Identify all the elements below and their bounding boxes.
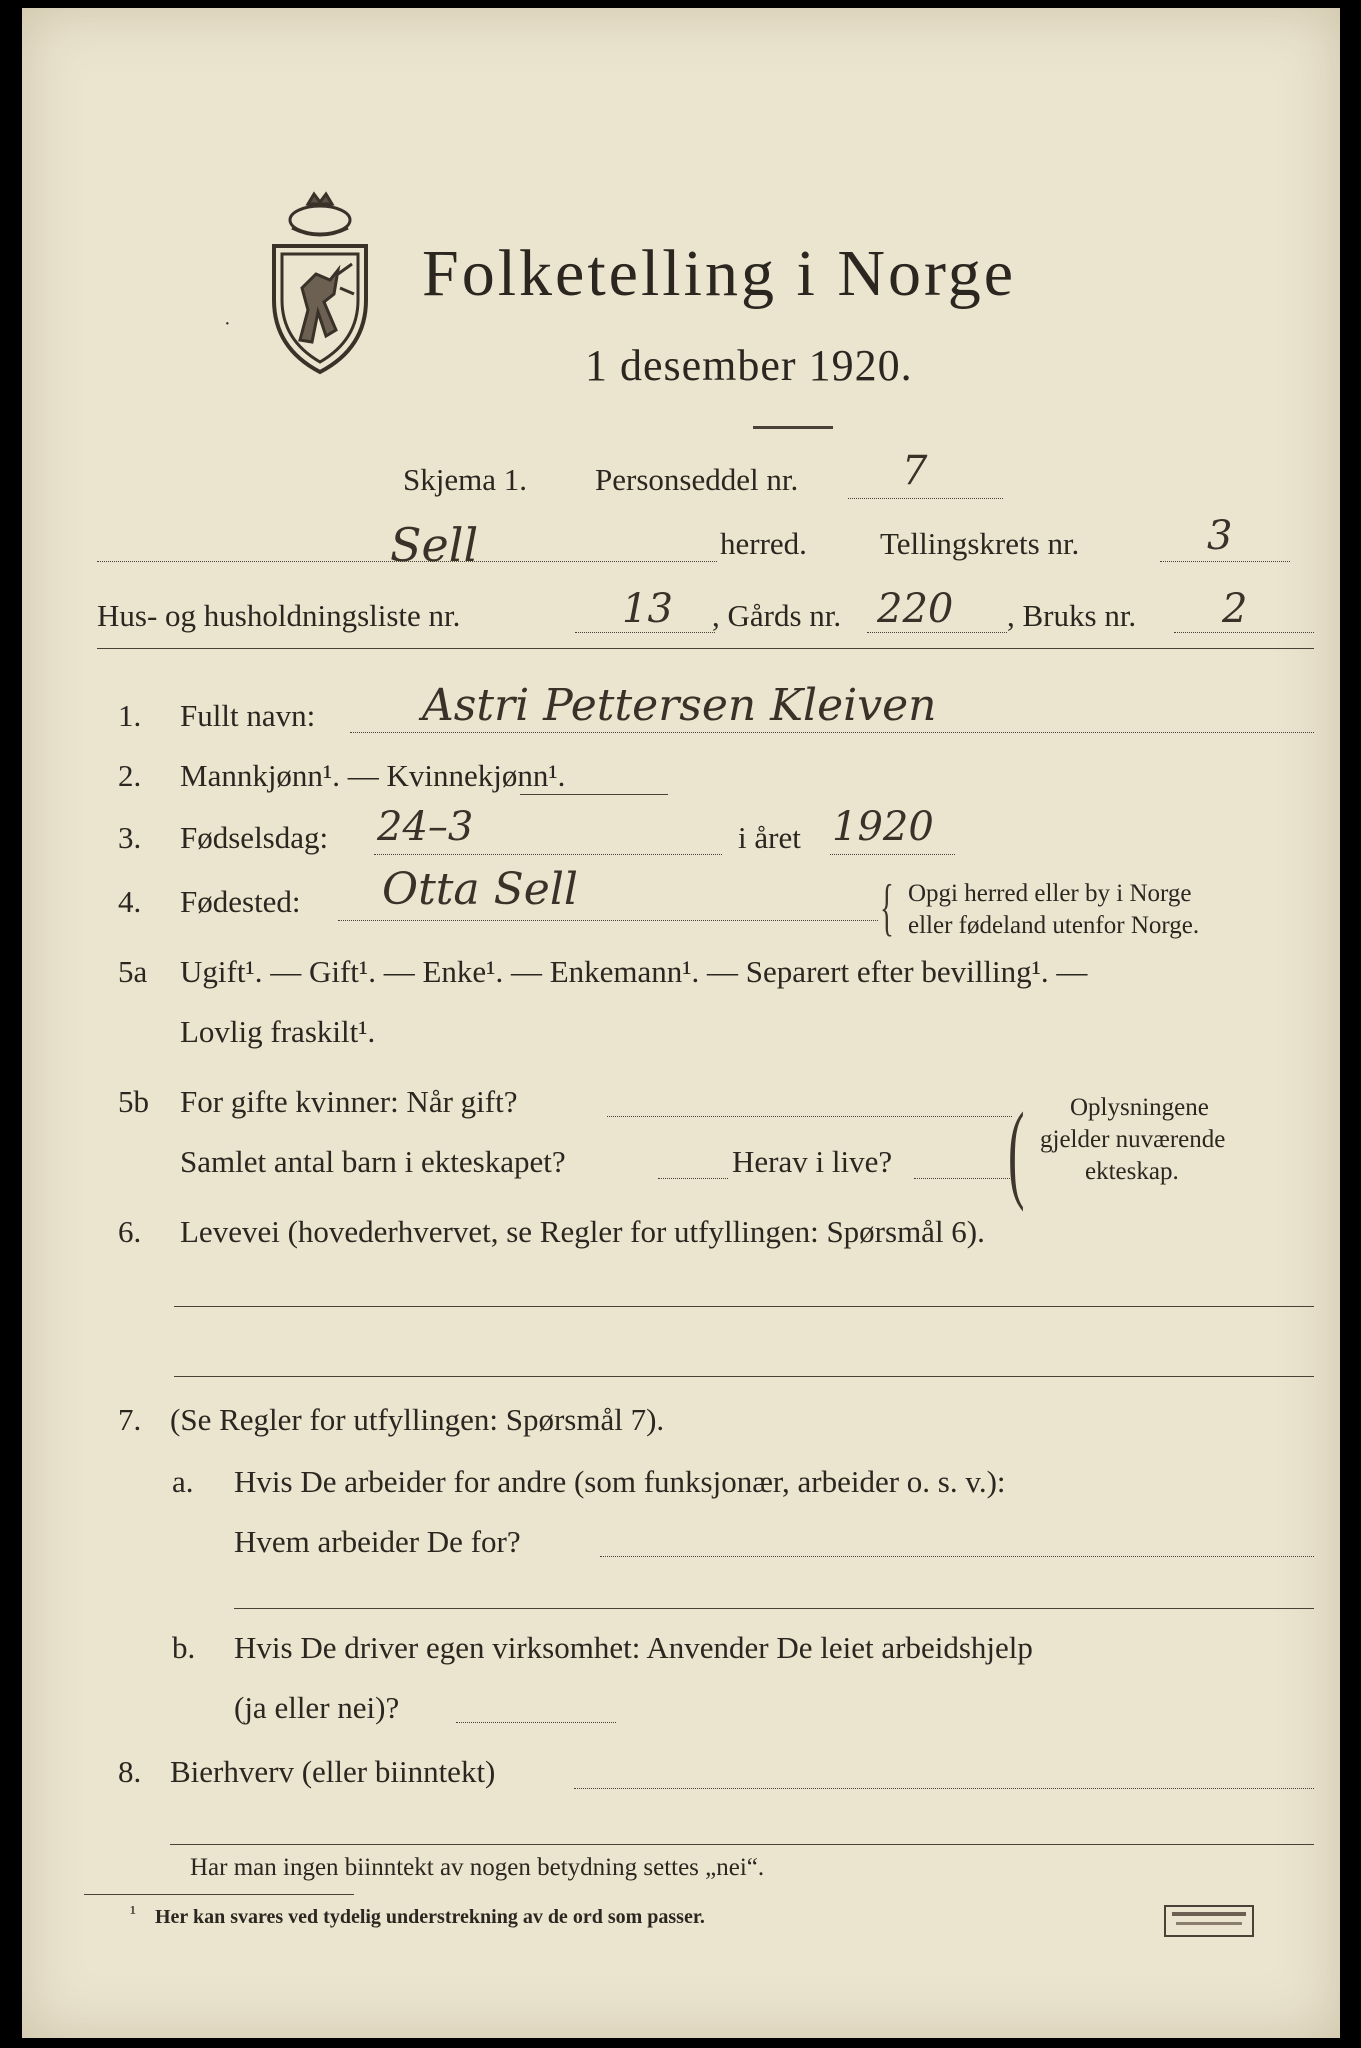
- q5b-number: 5b: [118, 1084, 149, 1119]
- gards-value: 220: [877, 586, 954, 632]
- q7b-number: b.: [172, 1630, 196, 1665]
- children-alive-field[interactable]: [914, 1178, 1012, 1179]
- husliste-field[interactable]: [575, 632, 715, 633]
- q8-label: Bierhverv (eller biinntekt): [170, 1754, 496, 1789]
- q5b-alive-label: Herav i live?: [732, 1144, 893, 1179]
- q3-label: Fødselsdag:: [180, 820, 329, 855]
- footnote-text: Her kan svares ved tydelig understrekning av de ord som passer.: [155, 1906, 705, 1928]
- q7a-line1: Hvis De arbeider for andre (som funksjonær, arbeider o. s. v.):: [234, 1464, 1006, 1499]
- q5b-children-label: Samlet antal barn i ekteskapet?: [180, 1144, 566, 1179]
- birthyear-value: 1920: [832, 804, 934, 850]
- bruks-label: , Bruks nr.: [1007, 598, 1137, 633]
- norwegian-coat-of-arms-icon: [260, 190, 380, 380]
- personseddel-value: 7: [902, 448, 928, 494]
- birthyear-field[interactable]: [830, 854, 955, 855]
- page-title: Folketelling i Norge: [422, 237, 1017, 310]
- personseddel-field[interactable]: [848, 498, 1003, 499]
- q7a-line2: Hvem arbeider De for?: [234, 1524, 521, 1559]
- birthyear-label: i året: [738, 820, 801, 855]
- q7-number: 7.: [118, 1402, 142, 1437]
- bruks-field[interactable]: [1174, 632, 1314, 633]
- q5b-note-line2: gjelder nuværende: [1040, 1126, 1226, 1153]
- kvinnekjonn-underline: [520, 794, 668, 795]
- bruks-value: 2: [1222, 586, 1248, 632]
- q5a-options-line2: Lovlig fraskilt¹.: [180, 1014, 376, 1049]
- printer-stamp: [1164, 1905, 1254, 1937]
- full-name-field[interactable]: [350, 732, 1314, 733]
- q8-number: 8.: [118, 1754, 142, 1789]
- gards-field[interactable]: [867, 632, 1007, 633]
- footnote-divider: [84, 1894, 354, 1895]
- q6-label: Levevei (hovederhvervet, se Regler for utfyllingen: Spørsmål 6).: [180, 1214, 985, 1249]
- q4-note-line1: Opgi herred eller by i Norge: [908, 880, 1192, 907]
- herred-label: herred.: [720, 526, 807, 561]
- husliste-label: Hus- og husholdningsliste nr.: [97, 598, 461, 633]
- employer-field-line2[interactable]: [234, 1608, 1314, 1609]
- full-name-value: Astri Pettersen Kleiven: [422, 680, 937, 731]
- tellingskrets-field[interactable]: [1160, 561, 1290, 562]
- census-date: 1 desember 1920.: [585, 341, 913, 390]
- q4-label: Fødested:: [180, 884, 301, 919]
- ink-dot: ·: [224, 313, 231, 335]
- hired-help-field[interactable]: [456, 1722, 616, 1723]
- q4-number: 4.: [118, 884, 142, 919]
- children-count-field[interactable]: [658, 1178, 728, 1179]
- birthdate-value: 24–3: [377, 804, 474, 850]
- husliste-value: 13: [622, 586, 673, 632]
- birthplace-value: Otta Sell: [382, 864, 578, 915]
- title-divider: [753, 426, 833, 429]
- occupation-field-line1[interactable]: [174, 1306, 1314, 1307]
- footer-note: Har man ingen biinntekt av nogen betydning settes „nei“.: [190, 1854, 765, 1881]
- herred-value: Sell: [390, 518, 479, 572]
- skjema-label: Skjema 1.: [403, 462, 527, 497]
- tellingskrets-value: 3: [1207, 513, 1233, 559]
- q5a-options-line1: Ugift¹. — Gift¹. — Enke¹. — Enkemann¹. — Separert efter bevilling¹. —: [180, 954, 1088, 989]
- q7b-line1: Hvis De driver egen virksomhet: Anvender De leiet arbeidshjelp: [234, 1630, 1033, 1665]
- q2-gender-options: Mannkjønn¹. — Kvinnekjønn¹.: [180, 758, 566, 793]
- header-divider: [97, 648, 1314, 649]
- q7-label: (Se Regler for utfyllingen: Spørsmål 7).: [170, 1402, 665, 1437]
- side-income-field-line2[interactable]: [170, 1844, 1314, 1845]
- q2-number: 2.: [118, 758, 142, 793]
- census-form-page: [22, 8, 1340, 2038]
- q5b-note-line1: Oplysningene: [1070, 1094, 1209, 1121]
- q4-note-line2: eller fødeland utenfor Norge.: [908, 912, 1200, 939]
- q7b-line2: (ja eller nei)?: [234, 1690, 400, 1725]
- side-income-field[interactable]: [574, 1788, 1314, 1789]
- q7a-number: a.: [172, 1464, 194, 1499]
- footnote-mark: ¹: [130, 1902, 136, 1924]
- q5a-number: 5a: [118, 954, 148, 989]
- q3-number: 3.: [118, 820, 142, 855]
- birthdate-field[interactable]: [374, 854, 722, 855]
- q6-number: 6.: [118, 1214, 142, 1249]
- employer-field[interactable]: [600, 1556, 1314, 1557]
- brace: {: [880, 871, 894, 942]
- occupation-field-line2[interactable]: [174, 1376, 1314, 1377]
- birthplace-field[interactable]: [338, 920, 878, 921]
- tellingskrets-label: Tellingskrets nr.: [880, 526, 1080, 561]
- married-date-field[interactable]: [607, 1116, 1012, 1117]
- q1-number: 1.: [118, 698, 142, 733]
- brace: (: [1008, 1090, 1025, 1212]
- personseddel-label: Personseddel nr.: [595, 462, 799, 497]
- q5b-married-label: For gifte kvinner: Når gift?: [180, 1084, 518, 1119]
- q1-label: Fullt navn:: [180, 698, 316, 733]
- gards-label: , Gårds nr.: [712, 598, 842, 633]
- q5b-note-line3: ekteskap.: [1085, 1158, 1179, 1185]
